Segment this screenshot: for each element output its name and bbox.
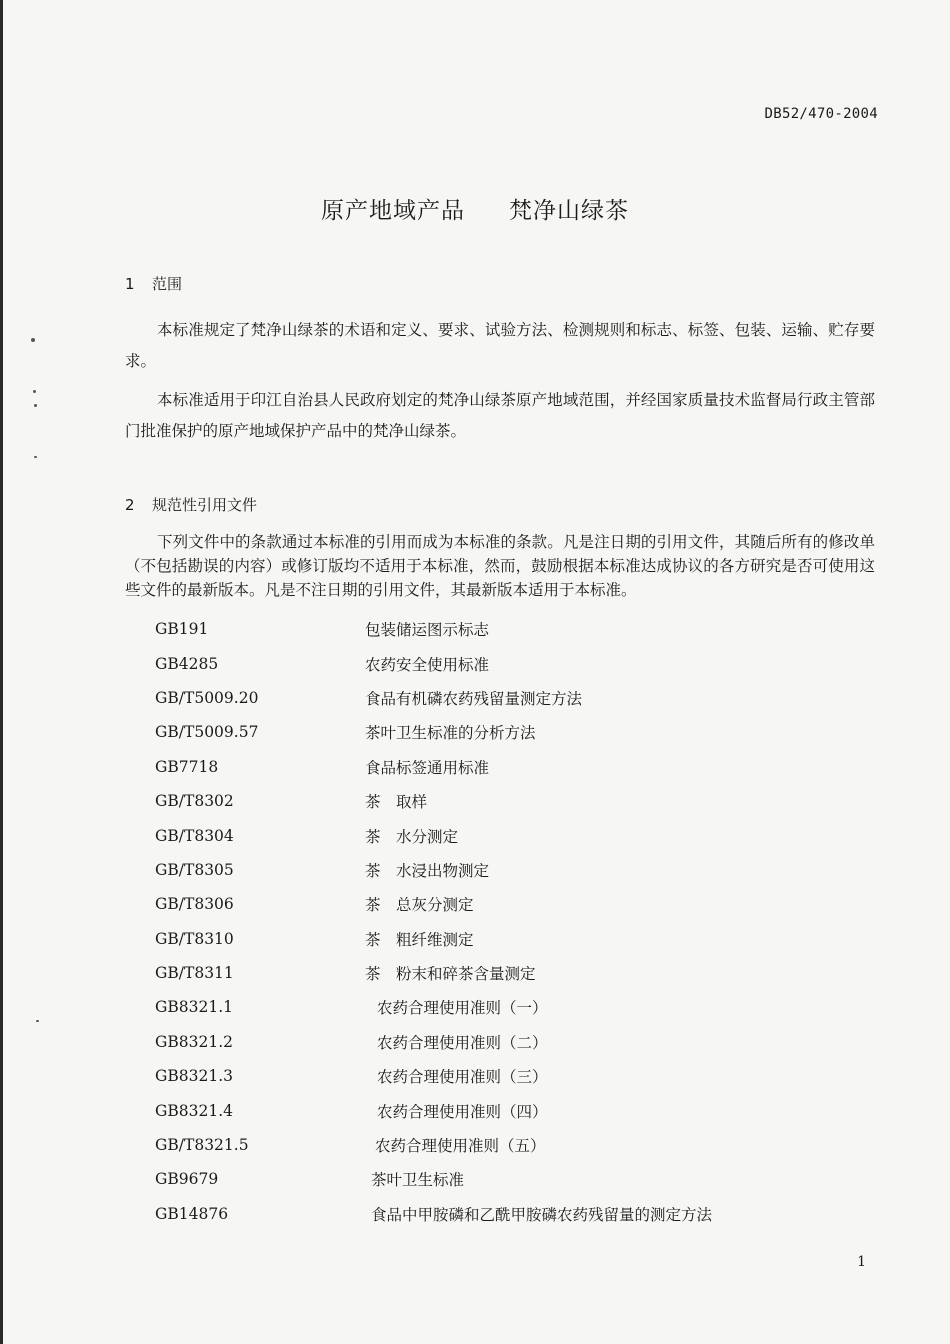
reference-list	[155, 612, 815, 1231]
reference-title: 食品中甲胺磷和乙酰甲胺磷农药残留量的测定方法	[371, 1205, 713, 1224]
page-number: 1	[857, 1254, 866, 1270]
reference-row	[155, 612, 815, 646]
reference-code: GB8321.3	[155, 1067, 234, 1086]
reference-code: GB7718	[155, 757, 219, 776]
scan-speck	[36, 1020, 39, 1022]
title-part-2: 梵净山绿茶	[509, 198, 629, 224]
reference-code: GB9679	[155, 1170, 219, 1189]
scan-speck	[34, 456, 37, 458]
reference-code: GB/T8305	[155, 860, 234, 879]
reference-row	[155, 1059, 815, 1093]
section-1-heading	[125, 273, 182, 294]
reference-title: 茶 总灰分测定	[365, 896, 474, 915]
reference-row	[155, 646, 815, 680]
section-1-paragraph: 本标准规定了梵净山绿茶的术语和定义、要求、试验方法、检测规则和标志、标签、包装、运输、贮存要求。	[125, 321, 875, 370]
reference-row	[155, 784, 815, 818]
reference-row	[155, 956, 815, 990]
section-2-heading	[125, 494, 257, 515]
reference-row	[155, 1197, 815, 1231]
reference-title: 农药合理使用准则（三）	[377, 1068, 548, 1087]
reference-code: GB/T8306	[155, 895, 234, 914]
scan-speck	[34, 404, 37, 407]
standard-code: DB52/470-2004	[764, 106, 878, 122]
section-2-intro: 下列文件中的条款通过本标准的引用而成为本标准的条款。凡是注日期的引用文件，其随后所有的修改单（不包括勘误的内容）或修订版均不适用于本标准，然而，鼓励根据本标准达成协议的各方研究是否可使用这些文件的最新版本。凡是不注日期的引用文件，其最新版本适用于本标准。	[125, 533, 875, 599]
reference-code: GB/T8310	[155, 929, 234, 948]
reference-row	[155, 1025, 815, 1059]
reference-code: GB/T8311	[155, 964, 234, 983]
reference-row	[155, 853, 815, 887]
reference-title: 茶 取样	[365, 793, 428, 812]
reference-title: 食品有机磷农药残留量测定方法	[365, 689, 583, 708]
reference-code: GB/T8302	[155, 792, 234, 811]
reference-row	[155, 681, 815, 715]
reference-row	[155, 1128, 815, 1162]
scan-speck	[33, 390, 36, 393]
reference-row	[155, 922, 815, 956]
section-2-number: 2	[125, 496, 135, 514]
reference-code: GB/T5009.57	[155, 723, 259, 742]
reference-code: GB191	[155, 620, 209, 639]
section-1-paragraph: 本标准适用于印江自治县人民政府划定的梵净山绿茶原产地域范围，并经国家质量技术监督局行政主管部门批准保护的原产地域保护产品中的梵净山绿茶。	[125, 391, 875, 440]
reference-row	[155, 750, 815, 784]
reference-title: 茶 水浸出物测定	[365, 861, 490, 880]
reference-code: GB8321.4	[155, 1101, 234, 1120]
section-2-title: 规范性引用文件	[152, 496, 258, 514]
reference-code: GB/T8304	[155, 826, 234, 845]
reference-code: GB/T5009.20	[155, 688, 259, 707]
reference-code: GB8321.2	[155, 1032, 234, 1051]
reference-row	[155, 1162, 815, 1196]
reference-code: GB/T8321.5	[155, 1136, 249, 1155]
section-1-title: 范围	[152, 275, 183, 293]
title-part-1: 原产地域产品	[321, 198, 465, 224]
reference-code: GB4285	[155, 654, 219, 673]
reference-row	[155, 1093, 815, 1127]
reference-title: 茶 粗纤维测定	[365, 930, 474, 949]
section-1-number: 1	[125, 275, 135, 293]
reference-title: 食品标签通用标准	[365, 758, 490, 777]
reference-title: 农药合理使用准则（二）	[377, 1033, 548, 1052]
reference-code: GB14876	[155, 1204, 229, 1223]
document-title	[0, 192, 950, 225]
reference-row	[155, 715, 815, 749]
reference-code: GB8321.1	[155, 998, 234, 1017]
reference-title: 农药安全使用标准	[365, 655, 490, 674]
reference-title: 农药合理使用准则（一）	[377, 999, 548, 1018]
reference-row	[155, 887, 815, 921]
reference-title: 茶叶卫生标准的分析方法	[365, 724, 536, 743]
reference-title: 茶叶卫生标准	[371, 1171, 465, 1190]
reference-row	[155, 818, 815, 852]
reference-title: 农药合理使用准则（四）	[377, 1102, 548, 1121]
reference-title: 茶 水分测定	[365, 827, 459, 846]
reference-row	[155, 990, 815, 1024]
scan-speck	[31, 338, 35, 342]
reference-title: 茶 粉末和碎茶含量测定	[365, 965, 536, 984]
reference-title: 农药合理使用准则（五）	[375, 1137, 546, 1156]
reference-title: 包装储运图示标志	[365, 621, 490, 640]
